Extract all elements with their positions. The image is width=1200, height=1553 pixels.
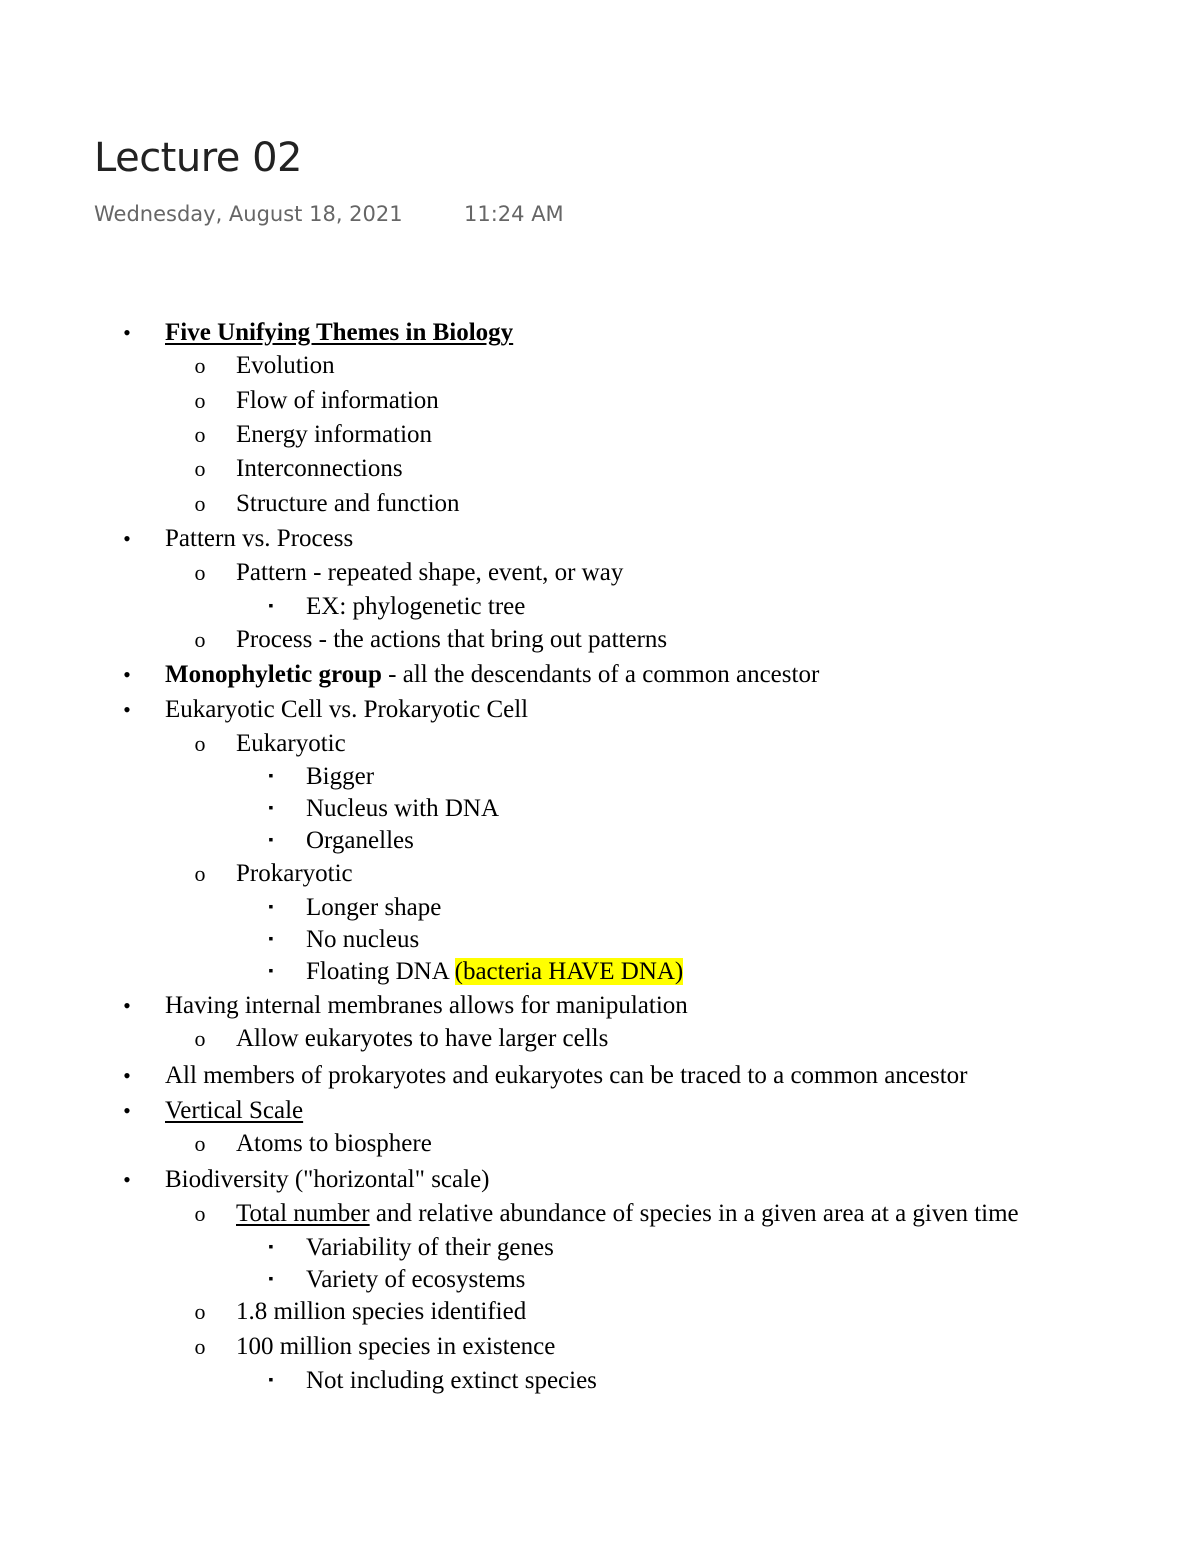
list-item-text: Pattern vs. Process <box>165 525 354 552</box>
list-item-text: Allow eukaryotes to have larger cells <box>236 1025 609 1052</box>
bullet-dot-icon: • <box>123 1098 131 1123</box>
list-item <box>0 658 1200 692</box>
list-item-text: Pattern - repeated shape, event, or way <box>236 559 624 586</box>
page-time: 11:24 AM <box>464 202 564 226</box>
list-item <box>0 522 1200 556</box>
list-item <box>0 760 1200 794</box>
page-date: Wednesday, August 18, 2021 <box>94 202 403 226</box>
list-item-text: Energy information <box>236 421 433 448</box>
bullet-circle-icon: o <box>194 1334 206 1359</box>
floating-dna-text: Floating DNA <box>306 958 455 985</box>
bullet-square-icon: ▪ <box>268 599 274 614</box>
list-item-text: Not including extinct species <box>306 1367 597 1394</box>
list-item <box>0 727 1200 761</box>
underlined-term: Total number <box>236 1200 370 1227</box>
bullet-square-icon: ▪ <box>268 900 274 915</box>
bullet-dot-icon: • <box>123 993 131 1018</box>
list-item-text: Prokaryotic <box>236 860 353 887</box>
list-item <box>0 1295 1200 1329</box>
list-item-text: Variety of ecosystems <box>306 1266 526 1293</box>
bullet-circle-icon: o <box>194 491 206 516</box>
bullet-dot-icon: • <box>123 320 131 345</box>
list-item <box>0 487 1200 521</box>
list-item-text: Nucleus with DNA <box>306 795 500 822</box>
bullet-dot-icon: • <box>123 1167 131 1192</box>
bullet-circle-icon: o <box>194 1131 206 1156</box>
term-definition: - all the descendants of a common ancestor <box>381 661 820 688</box>
list-item-text: 1.8 million species identified <box>236 1298 527 1325</box>
list-item <box>0 1263 1200 1297</box>
list-item-text: Flow of information <box>236 387 439 414</box>
list-item-text <box>165 658 819 692</box>
list-item <box>0 349 1200 383</box>
list-item-text: Having internal membranes allows for manipulation <box>165 992 688 1019</box>
bullet-square-icon: ▪ <box>268 801 274 816</box>
bullet-circle-icon: o <box>194 1201 206 1226</box>
bullet-square-icon: ▪ <box>268 1272 274 1287</box>
bullet-dot-icon: • <box>123 1063 131 1088</box>
list-item <box>0 1330 1200 1364</box>
list-item <box>0 891 1200 925</box>
bullet-circle-icon: o <box>194 456 206 481</box>
list-item-text: Interconnections <box>236 455 403 482</box>
bullet-square-icon: ▪ <box>268 833 274 848</box>
list-item-text: Process - the actions that bring out patterns <box>236 626 668 653</box>
bullet-circle-icon: o <box>194 422 206 447</box>
bullet-dot-icon: • <box>123 526 131 551</box>
list-item-text: No nucleus <box>306 926 420 953</box>
bullet-circle-icon: o <box>194 731 206 756</box>
list-item-text: Five Unifying Themes in Biology <box>165 319 514 346</box>
list-item-text: Evolution <box>236 352 335 379</box>
list-item-text: 100 million species in existence <box>236 1333 556 1360</box>
list-item <box>0 1197 1200 1231</box>
list-item <box>0 824 1200 858</box>
list-item <box>0 1231 1200 1265</box>
list-item <box>0 1022 1200 1056</box>
list-item <box>0 384 1200 418</box>
list-item <box>0 1059 1200 1093</box>
bullet-circle-icon: o <box>194 560 206 585</box>
bullet-square-icon: ▪ <box>268 1373 274 1388</box>
term-bold: Monophyletic group <box>165 661 382 688</box>
bullet-square-icon: ▪ <box>268 932 274 947</box>
list-item <box>0 989 1200 1023</box>
list-item <box>0 1364 1200 1398</box>
list-item <box>0 693 1200 727</box>
list-item-text: Longer shape <box>306 894 442 921</box>
list-item <box>0 1094 1200 1128</box>
list-item-text: Vertical Scale <box>165 1097 304 1124</box>
list-item-text: Organelles <box>306 827 414 854</box>
bullet-circle-icon: o <box>194 627 206 652</box>
bullet-square-icon: ▪ <box>268 964 274 979</box>
list-item <box>0 590 1200 624</box>
list-item-text: All members of prokaryotes and eukaryotes can be traced to a common ancestor <box>165 1062 968 1089</box>
bullet-circle-icon: o <box>194 353 206 378</box>
bullet-dot-icon: • <box>123 697 131 722</box>
list-item-text: Eukaryotic Cell vs. Prokaryotic Cell <box>165 696 529 723</box>
bullet-dot-icon: • <box>123 662 131 687</box>
list-item-text <box>306 955 683 989</box>
list-item <box>0 1163 1200 1197</box>
term-definition: and relative abundance of species in a given area at a given time <box>369 1200 1019 1227</box>
list-item-text: EX: phylogenetic tree <box>306 593 526 620</box>
list-item-text: Eukaryotic <box>236 730 346 757</box>
list-item <box>0 1127 1200 1161</box>
bullet-circle-icon: o <box>194 1026 206 1051</box>
bullet-square-icon: ▪ <box>268 1240 274 1255</box>
list-item <box>0 792 1200 826</box>
list-item-text: Biodiversity ("horizontal" scale) <box>165 1166 490 1193</box>
list-item <box>0 452 1200 486</box>
list-item-text: Structure and function <box>236 490 460 517</box>
list-item <box>0 857 1200 891</box>
bullet-square-icon: ▪ <box>268 769 274 784</box>
bullet-circle-icon: o <box>194 1299 206 1324</box>
list-item <box>0 316 1200 350</box>
list-item <box>0 556 1200 590</box>
list-item <box>0 418 1200 452</box>
list-item-text: Bigger <box>306 763 375 790</box>
list-item-text <box>236 1197 1019 1231</box>
page-title: Lecture 02 <box>94 135 303 181</box>
bullet-circle-icon: o <box>194 861 206 886</box>
list-item-text: Variability of their genes <box>306 1234 554 1261</box>
list-item <box>0 623 1200 657</box>
list-item-text: Atoms to biosphere <box>236 1130 432 1157</box>
list-item <box>0 955 1200 989</box>
highlighted-text: (bacteria HAVE DNA) <box>454 958 684 985</box>
list-item <box>0 923 1200 957</box>
bullet-circle-icon: o <box>194 388 206 413</box>
